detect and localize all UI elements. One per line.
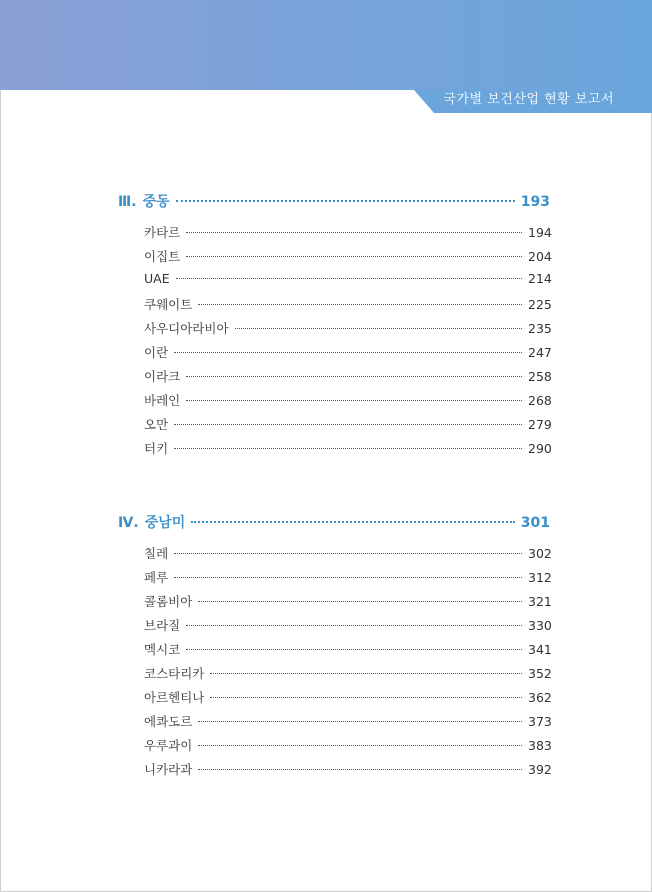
section-page-number: 301 — [520, 515, 550, 531]
entry-label: 멕시코 — [144, 642, 181, 657]
dot-leader — [174, 448, 522, 449]
entry-page-number: 312 — [528, 570, 552, 585]
entry-page-number: 330 — [528, 618, 552, 633]
toc-entry[interactable] — [144, 367, 550, 391]
dot-leader — [186, 376, 522, 377]
entry-page-number: 352 — [528, 666, 552, 681]
dot-leader — [235, 328, 522, 329]
entry-label: 칠레 — [144, 546, 169, 561]
entry-label: 아르헨티나 — [144, 690, 205, 705]
dot-leader — [210, 673, 522, 674]
dot-leader — [174, 553, 522, 554]
entry-label: 이집트 — [144, 249, 181, 264]
toc-section-latin-america — [118, 512, 550, 532]
header-band — [0, 0, 652, 90]
entry-label: 에콰도르 — [144, 714, 193, 729]
section-numeral: Ⅲ. — [118, 194, 137, 210]
dot-leader — [198, 769, 522, 770]
toc-entry[interactable] — [144, 223, 550, 247]
toc-section-middle-east — [118, 191, 550, 211]
entry-label: 터키 — [144, 441, 169, 456]
toc-entry[interactable] — [144, 343, 550, 367]
entry-label: 사우디아라비아 — [144, 321, 229, 336]
dot-leader — [198, 745, 522, 746]
toc-entry[interactable] — [144, 439, 550, 463]
dot-leader — [174, 424, 522, 425]
dot-leader — [174, 352, 522, 353]
entry-label: 니카라과 — [144, 762, 193, 777]
section-heading[interactable] — [118, 191, 550, 211]
entry-page-number: 279 — [528, 417, 552, 432]
entry-label: 오만 — [144, 417, 169, 432]
dot-leader — [191, 521, 514, 523]
dot-leader — [186, 256, 522, 257]
toc-entry[interactable] — [144, 568, 550, 592]
toc-entry[interactable] — [144, 271, 550, 295]
entry-page-number: 268 — [528, 393, 552, 408]
toc-entry[interactable] — [144, 295, 550, 319]
entry-label: 콜롬비아 — [144, 594, 193, 609]
entry-page-number: 341 — [528, 642, 552, 657]
dot-leader — [176, 200, 515, 202]
dot-leader — [198, 721, 522, 722]
toc-entry[interactable] — [144, 247, 550, 271]
dot-leader — [198, 304, 522, 305]
dot-leader — [186, 649, 522, 650]
entry-page-number: 290 — [528, 441, 552, 456]
entry-page-number: 258 — [528, 369, 552, 384]
toc-entry[interactable] — [144, 664, 550, 688]
toc-entry[interactable] — [144, 688, 550, 712]
entry-page-number: 194 — [528, 225, 552, 240]
entry-page-number: 302 — [528, 546, 552, 561]
toc-entry[interactable] — [144, 736, 550, 760]
entry-page-number: 214 — [528, 271, 552, 286]
entry-label: 브라질 — [144, 618, 181, 633]
entry-label: 코스타리카 — [144, 666, 205, 681]
entry-label: 우루과이 — [144, 738, 193, 753]
section-heading[interactable] — [118, 512, 550, 532]
toc-entry[interactable] — [144, 544, 550, 568]
dot-leader — [186, 232, 522, 233]
section-title: 중남미 — [144, 515, 186, 531]
dot-leader — [198, 601, 522, 602]
entry-page-number: 225 — [528, 297, 552, 312]
section-page-number: 193 — [520, 194, 550, 210]
entry-label: 쿠웨이트 — [144, 297, 193, 312]
toc-entries-latin-america — [144, 544, 550, 784]
toc-entries-middle-east — [144, 223, 550, 463]
toc-entry[interactable] — [144, 616, 550, 640]
toc-entry[interactable] — [144, 760, 550, 784]
entry-label: 페루 — [144, 570, 169, 585]
toc-entry[interactable] — [144, 319, 550, 343]
entry-page-number: 235 — [528, 321, 552, 336]
entry-page-number: 373 — [528, 714, 552, 729]
entry-label: 카타르 — [144, 225, 181, 240]
entry-page-number: 383 — [528, 738, 552, 753]
toc-entry[interactable] — [144, 712, 550, 736]
entry-label: 이라크 — [144, 369, 181, 384]
entry-page-number: 392 — [528, 762, 552, 777]
report-title: 국가별 보건산업 현황 보고서 — [443, 92, 614, 107]
entry-label: 이란 — [144, 345, 169, 360]
entry-page-number: 204 — [528, 249, 552, 264]
entry-label: 바레인 — [144, 393, 181, 408]
toc-entry[interactable] — [144, 640, 550, 664]
dot-leader — [210, 697, 522, 698]
dot-leader — [176, 278, 522, 279]
section-title: 중동 — [142, 194, 170, 210]
toc-entry[interactable] — [144, 415, 550, 439]
toc-entry[interactable] — [144, 592, 550, 616]
entry-page-number: 362 — [528, 690, 552, 705]
dot-leader — [186, 625, 522, 626]
entry-label: UAE — [144, 271, 170, 286]
entry-page-number: 321 — [528, 594, 552, 609]
section-numeral: Ⅳ. — [118, 515, 139, 531]
toc-entry[interactable] — [144, 391, 550, 415]
entry-page-number: 247 — [528, 345, 552, 360]
dot-leader — [174, 577, 522, 578]
dot-leader — [186, 400, 522, 401]
